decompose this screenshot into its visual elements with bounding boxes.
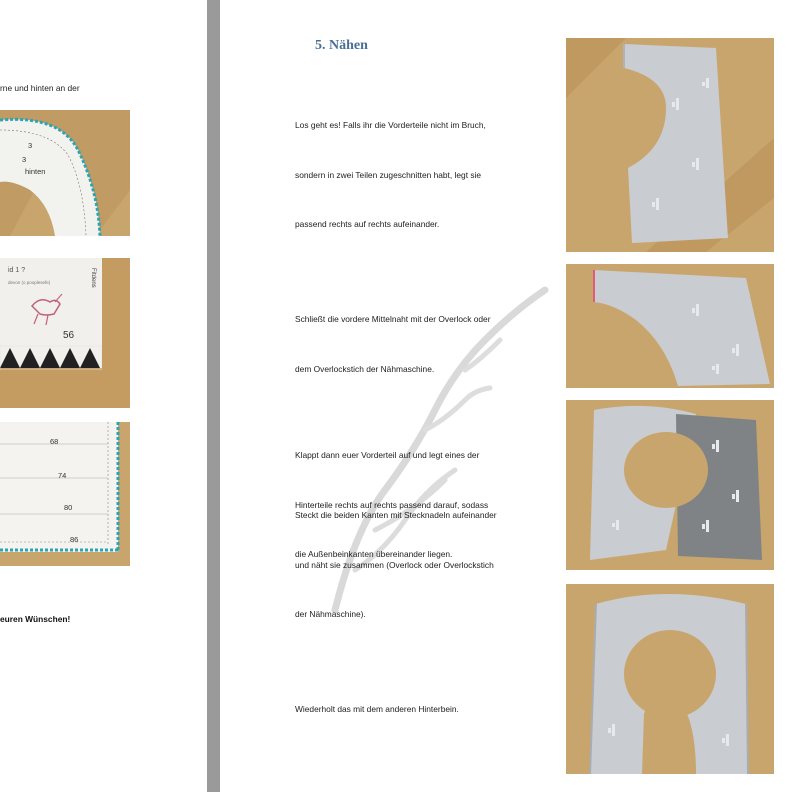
step-paragraph-1 [295, 84, 486, 266]
left-page [0, 0, 207, 792]
sewing-photo-2 [566, 264, 774, 388]
step1-line-3: passend rechts auf rechts aufeinander. [295, 219, 440, 229]
ruler-number-86: 86 [70, 535, 79, 544]
pattern2-page-number: 56 [63, 330, 75, 341]
step3-line-2: Hinterteile rechts auf rechts passend darauf, sodass [295, 499, 489, 510]
pattern-photo-2 [0, 258, 130, 408]
step1-line-1: Los geht es! Falls ihr die Vorderteile nicht im Bruch, [295, 120, 486, 130]
left-page-bottom-text: euren Wünschen! [0, 614, 71, 624]
pattern2-ticket-text: id 1 ? [8, 267, 26, 274]
pattern1-label-hinten: hinten [25, 167, 46, 176]
pattern2-side-label: Fitdens [90, 268, 96, 288]
step4-line-2: und näht sie zusammen (Overlock oder Overlockstich [295, 559, 494, 570]
step4-line-1: Steckt die beiden Kanten mit Stecknadeln aufeinander [295, 510, 497, 520]
step4-line-3: der Nähmaschine). [295, 609, 366, 619]
step1-line-2: sondern in zwei Teilen zugeschnitten habt, legt sie [295, 169, 482, 180]
step3-line-3: die Außenbeinkanten übereinander liegen. [295, 549, 453, 559]
sewing-photo-4 [566, 584, 774, 774]
sewing-photo-1-image [566, 38, 774, 252]
step-paragraph-2 [295, 278, 491, 410]
sewing-photo-2-image [566, 264, 774, 388]
pattern-photo-3-image [0, 422, 130, 566]
right-page [220, 0, 792, 792]
pattern1-label-3a: 3 [28, 141, 33, 150]
ruler-number-68: 68 [50, 437, 59, 446]
pattern-photo-2-image [0, 258, 130, 408]
step-paragraph-5 [295, 668, 459, 751]
ruler-number-80: 80 [64, 503, 73, 512]
sewing-photo-4-image [566, 584, 774, 774]
step-paragraph-4 [295, 474, 497, 656]
ruler-number-74: 74 [58, 471, 67, 480]
pattern1-label-3b: 3 [22, 155, 27, 164]
sewing-photo-1 [566, 38, 774, 252]
step3-line-1: Klappt dann euer Vorderteil auf und legt eines der [295, 450, 480, 460]
step5-line-1: Wiederholt das mit dem anderen Hinterbein. [295, 704, 459, 714]
left-page-top-text: rne und hinten an der [0, 83, 80, 93]
step2-line-1: Schließt die vordere Mittelnaht mit der Overlock oder [295, 314, 491, 324]
pattern-photo-1 [0, 110, 130, 236]
section-heading: 5. Nähen [315, 38, 368, 53]
step2-line-2: dem Overlockstich der Nähmaschine. [295, 363, 435, 374]
sewing-photo-3-image [566, 400, 774, 570]
pattern-photo-3 [0, 422, 130, 566]
sewing-photo-3 [566, 400, 774, 570]
pattern2-small-print: devon (o pooplesefe) [8, 280, 51, 285]
pattern-photo-1-image [0, 110, 130, 236]
page-gutter [207, 0, 220, 792]
